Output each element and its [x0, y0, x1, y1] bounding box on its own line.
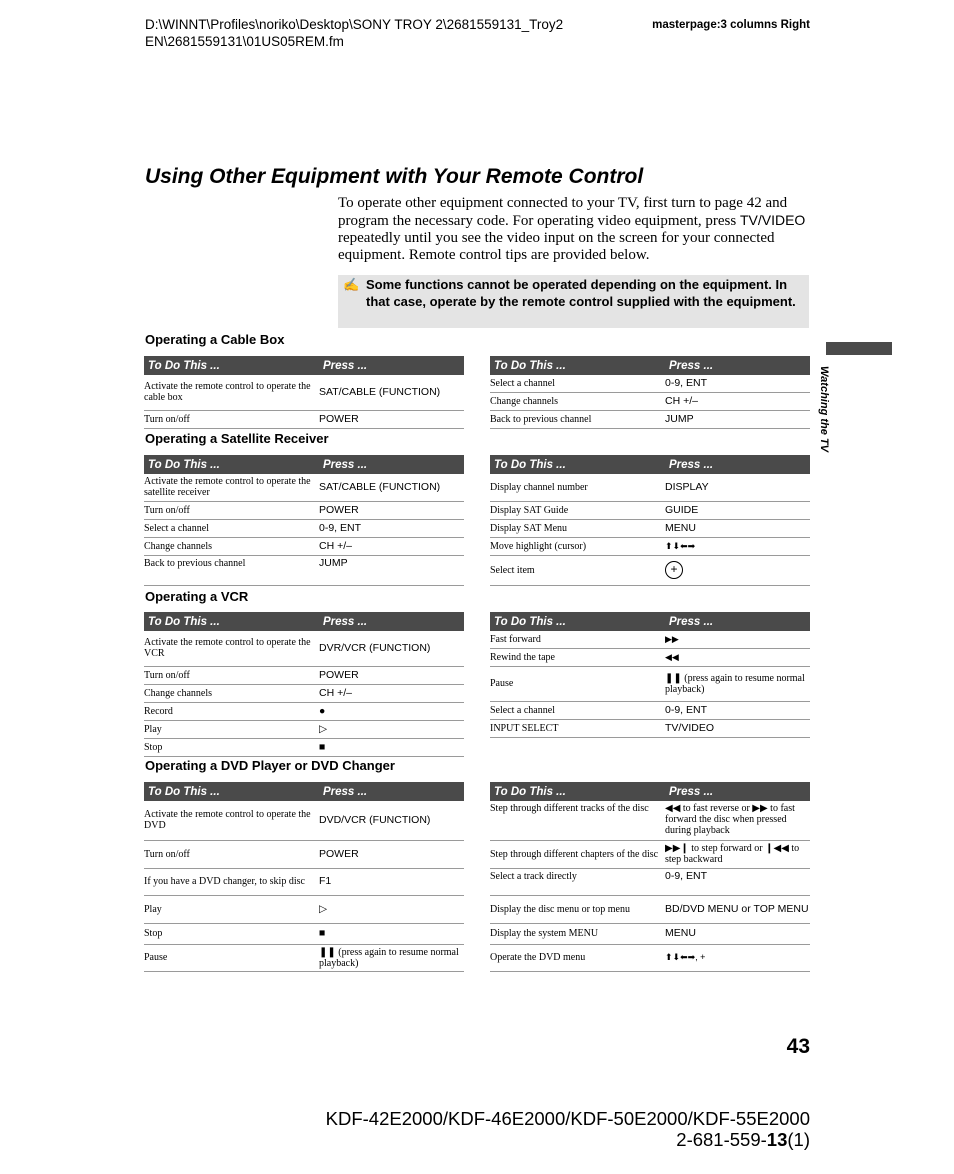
cable-table-right	[490, 356, 810, 429]
press-cell: DISPLAY	[665, 474, 810, 501]
table-header-row	[144, 612, 464, 631]
press-cell: SAT/CABLE (FUNCTION)	[319, 474, 464, 501]
table-header-row	[144, 356, 464, 375]
todo-cell: Stop	[144, 923, 319, 944]
todo-cell: Pause	[144, 944, 319, 971]
press-cell: MENU	[665, 923, 810, 944]
col-header-todo: To Do This ...	[144, 356, 319, 375]
model-footer	[300, 1108, 810, 1150]
col-header-press: Press ...	[665, 455, 810, 474]
table-row	[144, 868, 464, 895]
col-header-todo: To Do This ...	[144, 782, 319, 801]
todo-cell: Back to previous channel	[144, 555, 319, 585]
table-row	[144, 720, 464, 738]
todo-cell: Change channels	[490, 392, 665, 410]
table-header-row	[490, 612, 810, 631]
col-header-press: Press ...	[665, 782, 810, 801]
note-box	[338, 275, 809, 328]
table-row	[490, 801, 810, 840]
rewind-icon: ◀◀	[665, 648, 810, 666]
todo-cell: Change channels	[144, 684, 319, 702]
masterpage-label: masterpage:3 columns Right	[652, 19, 810, 31]
table-row	[144, 410, 464, 428]
todo-cell: Activate the remote control to operate the cable box	[144, 375, 319, 410]
todo-cell: Step through different tracks of the disc	[490, 801, 665, 840]
press-cell: ◀◀ to fast reverse or ▶▶ to fast forward the disc when pressed during playback	[665, 801, 810, 840]
press-cell: DVD/VCR (FUNCTION)	[319, 801, 464, 840]
col-header-todo: To Do This ...	[144, 612, 319, 631]
file-path-header	[145, 16, 615, 50]
press-cell: ❚❚ (press again to resume normal playback)	[665, 666, 810, 701]
intro-text-1: To operate other equipment connected to your TV, first turn to page 42 and program the necessary code. For operating video equipment, press	[338, 195, 788, 229]
table-row	[490, 392, 810, 410]
todo-cell: Change channels	[144, 537, 319, 555]
arrow-keys-enter-icon: ⬆⬇⬅➡, +	[665, 944, 810, 971]
press-cell: GUIDE	[665, 501, 810, 519]
intro-button-name: TV/VIDEO	[739, 212, 806, 228]
todo-cell: Display channel number	[490, 474, 665, 501]
table-row	[490, 410, 810, 428]
todo-cell: Back to previous channel	[490, 410, 665, 428]
table-row	[144, 555, 464, 585]
table-row	[490, 868, 810, 895]
press-cell: 0-9, ENT	[665, 701, 810, 719]
col-header-todo: To Do This ...	[490, 612, 665, 631]
table-row	[144, 702, 464, 720]
col-header-press: Press ...	[319, 356, 464, 375]
todo-cell: Activate the remote control to operate the VCR	[144, 631, 319, 666]
table-row	[144, 375, 464, 410]
table-row	[144, 631, 464, 666]
todo-cell: Step through different chapters of the disc	[490, 840, 665, 868]
todo-cell: Display the system MENU	[490, 923, 665, 944]
page-number: 43	[786, 1035, 810, 1058]
todo-cell: Display SAT Menu	[490, 519, 665, 537]
todo-cell: Play	[144, 720, 319, 738]
satellite-table-left	[144, 455, 464, 586]
play-icon: ▷	[319, 720, 464, 738]
col-header-press: Press ...	[665, 612, 810, 631]
table-row	[144, 666, 464, 684]
table-row	[490, 474, 810, 501]
todo-cell: If you have a DVD changer, to skip disc	[144, 868, 319, 895]
press-cell: ▶▶❙ to step forward or ❙◀◀ to step backward	[665, 840, 810, 868]
col-header-todo: To Do This ...	[144, 455, 319, 474]
press-cell: DVR/VCR (FUNCTION)	[319, 631, 464, 666]
press-cell: 0-9, ENT	[319, 519, 464, 537]
todo-cell: Operate the DVD menu	[490, 944, 665, 971]
todo-cell: Select a channel	[490, 375, 665, 392]
file-path-line-2: EN\2681559131\01US05REM.fm	[145, 34, 344, 49]
section-title-satellite: Operating a Satellite Receiver	[145, 431, 329, 446]
table-row	[490, 519, 810, 537]
sidebar-tab	[826, 342, 892, 355]
todo-cell: Stop	[144, 738, 319, 756]
cable-table-left	[144, 356, 464, 429]
todo-cell: Activate the remote control to operate the DVD	[144, 801, 319, 840]
table-row	[490, 501, 810, 519]
press-cell: TV/VIDEO	[665, 719, 810, 737]
todo-cell: Display the disc menu or top menu	[490, 895, 665, 923]
dvd-table-left	[144, 782, 464, 972]
press-cell: 0-9, ENT	[665, 375, 810, 392]
page-title: Using Other Equipment with Your Remote Control	[145, 165, 644, 188]
press-cell: SAT/CABLE (FUNCTION)	[319, 375, 464, 410]
table-row	[144, 684, 464, 702]
file-path-line-1: D:\WINNT\Profiles\noriko\Desktop\SONY TROY 2\2681559131_Troy2	[145, 17, 564, 32]
todo-cell: Rewind the tape	[490, 648, 665, 666]
part-number	[300, 1129, 810, 1150]
intro-paragraph	[338, 195, 810, 264]
press-cell: F1	[319, 868, 464, 895]
press-cell: POWER	[319, 501, 464, 519]
play-icon: ▷	[319, 895, 464, 923]
record-icon: ●	[319, 702, 464, 720]
todo-cell: Select a track directly	[490, 868, 665, 895]
todo-cell: Select a channel	[490, 701, 665, 719]
press-cell: POWER	[319, 666, 464, 684]
enter-circle-icon: +	[665, 561, 683, 579]
vcr-table-right	[490, 612, 810, 738]
table-row	[144, 895, 464, 923]
press-cell: JUMP	[319, 555, 464, 585]
table-row	[490, 923, 810, 944]
todo-cell: Select a channel	[144, 519, 319, 537]
todo-cell: Turn on/off	[144, 666, 319, 684]
table-row	[490, 719, 810, 737]
table-row	[144, 501, 464, 519]
press-cell: POWER	[319, 410, 464, 428]
press-cell: CH +/–	[319, 684, 464, 702]
section-title-vcr: Operating a VCR	[145, 589, 249, 604]
part-number-prefix: 2-681-559-	[676, 1129, 767, 1150]
section-title-dvd: Operating a DVD Player or DVD Changer	[145, 758, 395, 773]
table-header-row	[144, 455, 464, 474]
table-row	[490, 666, 810, 701]
table-header-row	[144, 782, 464, 801]
part-number-suffix: (1)	[787, 1129, 810, 1150]
todo-cell: Turn on/off	[144, 501, 319, 519]
press-cell: CH +/–	[665, 392, 810, 410]
table-row	[144, 738, 464, 756]
table-row	[490, 701, 810, 719]
table-row	[490, 555, 810, 585]
todo-cell: Move highlight (cursor)	[490, 537, 665, 555]
col-header-press: Press ...	[319, 455, 464, 474]
todo-cell: Pause	[490, 666, 665, 701]
col-header-todo: To Do This ...	[490, 356, 665, 375]
part-number-bold: 13	[766, 1129, 788, 1150]
col-header-todo: To Do This ...	[490, 782, 665, 801]
press-cell: CH +/–	[319, 537, 464, 555]
sidebar-label: Watching the TV	[818, 366, 830, 452]
model-numbers: KDF-42E2000/KDF-46E2000/KDF-50E2000/KDF-55E2000	[325, 1108, 810, 1129]
table-header-row	[490, 356, 810, 375]
table-row	[144, 944, 464, 971]
todo-cell: Display SAT Guide	[490, 501, 665, 519]
todo-cell: Activate the remote control to operate the satellite receiver	[144, 474, 319, 501]
press-cell: POWER	[319, 840, 464, 868]
table-row	[144, 519, 464, 537]
press-cell: JUMP	[665, 410, 810, 428]
fast-forward-icon: ▶▶	[665, 631, 810, 648]
table-row	[490, 840, 810, 868]
pencil-note-icon: ✍	[343, 277, 360, 292]
press-cell	[665, 555, 810, 585]
table-row	[490, 631, 810, 648]
satellite-table-right	[490, 455, 810, 586]
table-row	[490, 537, 810, 555]
table-row	[490, 648, 810, 666]
col-header-todo: To Do This ...	[490, 455, 665, 474]
press-cell: 0-9, ENT	[665, 868, 810, 895]
todo-cell: Record	[144, 702, 319, 720]
note-text: Some functions cannot be operated depending on the equipment. In that case, operate by the remote control supplied with the equipment.	[366, 277, 796, 309]
intro-text-2: repeatedly until you see the video input on the screen for your connected equipment. Remote control tips are provided below.	[338, 230, 775, 263]
table-row	[144, 840, 464, 868]
stop-icon: ■	[319, 738, 464, 756]
table-row	[144, 801, 464, 840]
todo-cell: Play	[144, 895, 319, 923]
table-header-row	[490, 455, 810, 474]
dvd-table-right	[490, 782, 810, 972]
table-row	[490, 944, 810, 971]
press-cell: ❚❚ (press again to resume normal playback)	[319, 944, 464, 971]
press-cell: BD/DVD MENU or TOP MENU	[665, 895, 810, 923]
todo-cell: INPUT SELECT	[490, 719, 665, 737]
table-row	[144, 923, 464, 944]
vcr-table-left	[144, 612, 464, 757]
stop-icon: ■	[319, 923, 464, 944]
todo-cell: Fast forward	[490, 631, 665, 648]
col-header-press: Press ...	[665, 356, 810, 375]
table-row	[144, 474, 464, 501]
col-header-press: Press ...	[319, 612, 464, 631]
table-row	[490, 895, 810, 923]
todo-cell: Turn on/off	[144, 840, 319, 868]
section-title-cable: Operating a Cable Box	[145, 332, 285, 347]
table-row	[144, 537, 464, 555]
arrow-keys-icon: ⬆⬇⬅➡	[665, 537, 810, 555]
todo-cell: Select item	[490, 555, 665, 585]
todo-cell: Turn on/off	[144, 410, 319, 428]
table-header-row	[490, 782, 810, 801]
press-cell: MENU	[665, 519, 810, 537]
col-header-press: Press ...	[319, 782, 464, 801]
table-row	[490, 375, 810, 392]
